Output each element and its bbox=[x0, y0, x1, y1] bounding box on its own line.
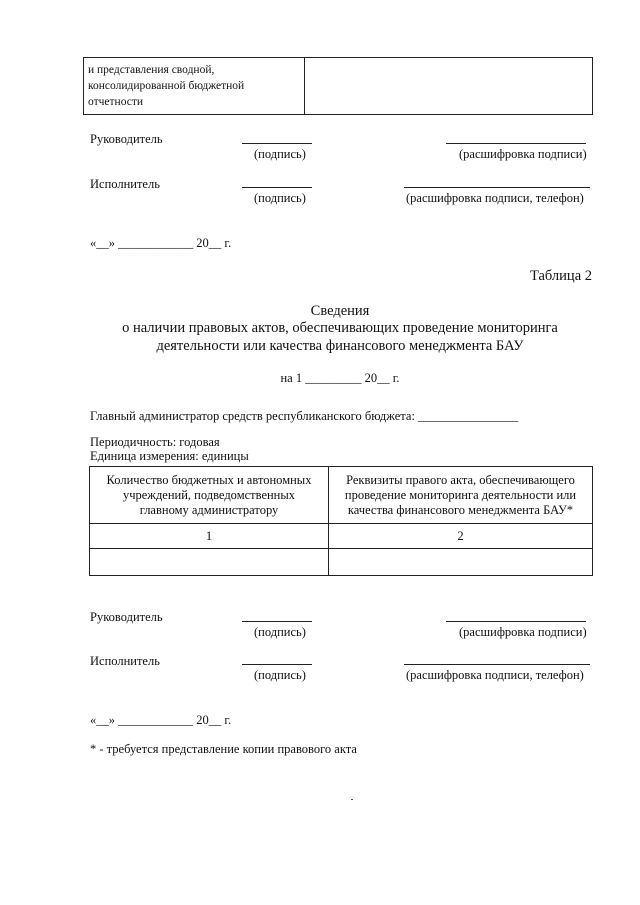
col2-header-line-1: Реквизиты правого акта, обеспечивающего bbox=[346, 472, 575, 487]
head-label-2: Руководитель bbox=[90, 610, 163, 624]
report-subtitle-line-1: о наличии правовых актов, обеспечивающих проведение мониторинга bbox=[122, 320, 558, 336]
periodicity-label: Периодичность: годовая bbox=[90, 435, 220, 449]
executor-signature-line[interactable] bbox=[242, 187, 312, 188]
executor-decryption-caption-2: (расшифровка подписи, телефон) bbox=[406, 668, 584, 682]
report-subtitle-line-2: деятельности или качества финансового менеджмента БАУ bbox=[156, 338, 524, 354]
top-table bbox=[83, 57, 593, 115]
head-signature-line-2[interactable] bbox=[242, 621, 312, 622]
head-decryption-line-2[interactable] bbox=[446, 621, 586, 622]
head-signature-caption-2: (подпись) bbox=[254, 625, 306, 639]
chief-administrator-label: Главный администратор средств республиканского бюджета: ________________ bbox=[90, 409, 519, 423]
col1-header-line-1: Количество бюджетных и автономных bbox=[106, 472, 312, 487]
executor-decryption-line-2[interactable] bbox=[404, 664, 590, 665]
top-table-left-cell bbox=[84, 58, 305, 115]
col2-header-line-2: проведение мониторинга деятельности или bbox=[344, 487, 577, 502]
top-cell-line-3: отчетности bbox=[88, 96, 144, 108]
head-label: Руководитель bbox=[90, 132, 163, 146]
col2-header bbox=[329, 467, 593, 524]
top-cell-line-1: и представления сводной, bbox=[88, 64, 215, 76]
col2-header-line-3: качества финансового менеджмента БАУ* bbox=[347, 502, 574, 517]
head-decryption-caption: (расшифровка подписи) bbox=[459, 147, 587, 161]
top-table-right-cell bbox=[305, 58, 593, 115]
data-cell-requisites[interactable] bbox=[329, 549, 593, 576]
executor-signature-caption-2: (подпись) bbox=[254, 668, 306, 682]
col1-header-line-3: главному администратору bbox=[139, 502, 279, 517]
scan-speck bbox=[351, 799, 353, 800]
executor-label: Исполнитель bbox=[90, 177, 160, 191]
head-decryption-caption-2: (расшифровка подписи) bbox=[459, 625, 587, 639]
monitoring-table bbox=[89, 466, 593, 576]
head-signature-caption: (подпись) bbox=[254, 147, 306, 161]
col1-header bbox=[90, 467, 329, 524]
executor-decryption-caption: (расшифровка подписи, телефон) bbox=[406, 191, 584, 205]
date-line-1: «__» ____________ 20__ г. bbox=[90, 236, 232, 250]
col2-number: 2 bbox=[329, 524, 593, 549]
report-title: Сведения bbox=[310, 303, 370, 319]
col1-number: 1 bbox=[90, 524, 329, 549]
col1-header-line-2: учреждений, подведомственных bbox=[122, 487, 296, 502]
report-as-of-date: на 1 _________ 20__ г. bbox=[280, 371, 400, 385]
executor-signature-line-2[interactable] bbox=[242, 664, 312, 665]
date-line-2: «__» ____________ 20__ г. bbox=[90, 713, 232, 727]
executor-decryption-line[interactable] bbox=[404, 187, 590, 188]
table-label: Таблица 2 bbox=[529, 268, 592, 284]
unit-label: Единица измерения: единицы bbox=[90, 449, 249, 463]
top-cell-line-2: консолидированной бюджетной bbox=[88, 80, 245, 92]
head-decryption-line[interactable] bbox=[446, 143, 586, 144]
data-cell-quantity[interactable] bbox=[90, 549, 329, 576]
head-signature-line[interactable] bbox=[242, 143, 312, 144]
footnote: * - требуется представление копии правового акта bbox=[90, 742, 357, 756]
executor-label-2: Исполнитель bbox=[90, 654, 160, 668]
executor-signature-caption: (подпись) bbox=[254, 191, 306, 205]
